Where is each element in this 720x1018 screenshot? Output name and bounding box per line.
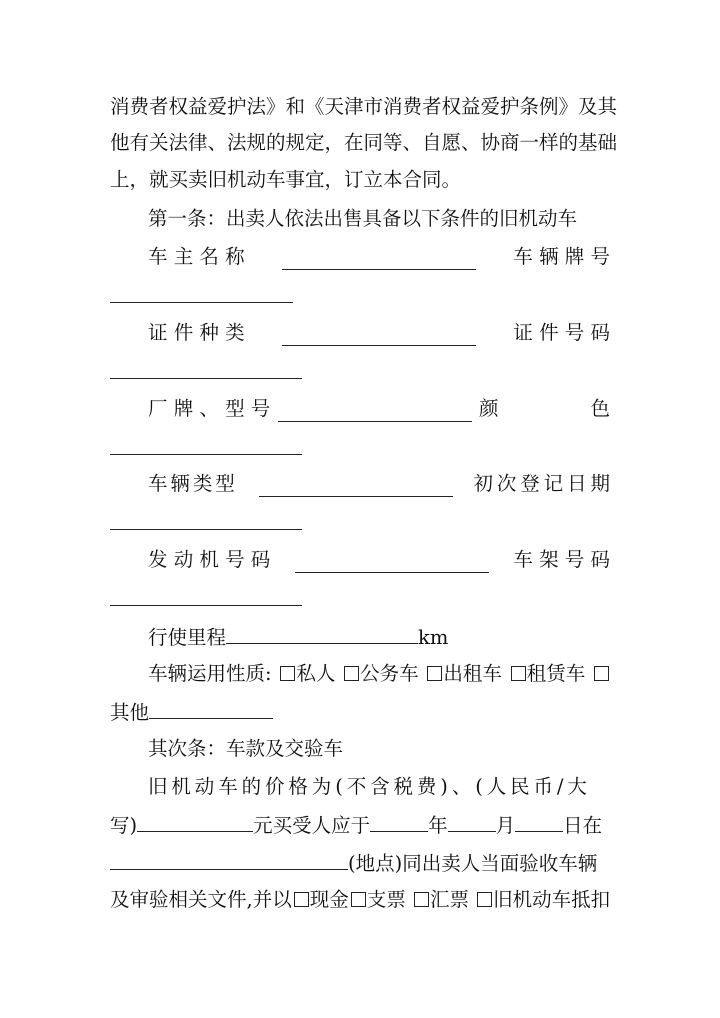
- brand-color-row: [148, 396, 653, 422]
- cheque-checkbox[interactable]: [351, 892, 366, 907]
- brand-model-field[interactable]: [278, 401, 472, 422]
- tradein-label: 旧机动车抵扣: [493, 888, 611, 911]
- cert-type-label: 证 件 种 类: [148, 321, 245, 344]
- mileage-field[interactable]: [226, 623, 418, 644]
- engine-frame-row: [148, 547, 610, 573]
- cheque-label: 支票: [366, 888, 406, 911]
- color-row: [110, 434, 610, 462]
- first-reg-date-label: 初次登记日期: [473, 472, 614, 495]
- first-reg-date-field[interactable]: [110, 509, 302, 530]
- usage-other-row: [110, 698, 610, 726]
- intro-line-1: 消费者权益爱护法》和《天津市消费者权益爱护条例》及其: [110, 95, 618, 118]
- plate-no-field[interactable]: [110, 282, 293, 303]
- frame-no-row: [110, 585, 610, 613]
- owner-plate-row: [148, 244, 610, 270]
- day-at-label: 日在: [563, 814, 603, 837]
- mileage-unit: km: [418, 626, 449, 649]
- intro-line-3: 上，就买卖旧机动车事宜，订立本合同。: [110, 168, 462, 191]
- frame-no-field[interactable]: [110, 585, 302, 606]
- place-text: (地点)同出卖人当面验收车辆: [348, 852, 598, 875]
- private-checkbox[interactable]: [280, 666, 295, 681]
- price-line-2: [110, 811, 610, 839]
- frame-no-label: 车 架 号 码: [513, 548, 610, 571]
- year-field[interactable]: [370, 811, 428, 832]
- owner-name-field[interactable]: [282, 249, 476, 270]
- owner-name-label: 车 主 名 称: [148, 245, 245, 268]
- month-field[interactable]: [448, 811, 496, 832]
- mileage-row: [148, 623, 610, 651]
- yuan-text: 元买受人应于: [253, 814, 371, 837]
- color-field[interactable]: [110, 434, 302, 455]
- taxi-checkbox[interactable]: [427, 666, 442, 681]
- price-write-label: 写): [110, 814, 138, 837]
- cert-row: [148, 320, 610, 346]
- place-field[interactable]: [110, 849, 348, 870]
- price-line-4: [110, 887, 610, 913]
- plate-no-row: [110, 282, 610, 310]
- private-label: 私人: [296, 662, 336, 685]
- price-line-1: 旧机动车的价格为(不含税费)、(人民币/大: [148, 775, 591, 798]
- verify-text: 及审验相关文件,并以: [110, 888, 292, 911]
- cert-type-field[interactable]: [282, 325, 476, 346]
- rental-checkbox[interactable]: [511, 666, 526, 681]
- cash-label: 现金: [309, 888, 349, 911]
- engine-no-field[interactable]: [295, 552, 489, 573]
- cash-checkbox[interactable]: [294, 892, 309, 907]
- brand-model-label: 厂 牌 、 型 号: [148, 397, 271, 420]
- mileage-label: 行使里程: [148, 626, 227, 649]
- price-amount-field[interactable]: [137, 811, 253, 832]
- vehicle-type-label: 车辆类型: [148, 472, 238, 495]
- article-2-title: 其次条：车款及交验车: [148, 737, 344, 760]
- price-line-3: [110, 849, 610, 877]
- tradein-checkbox[interactable]: [477, 892, 492, 907]
- official-label: 公务车: [360, 662, 419, 685]
- type-date-row: [148, 471, 614, 497]
- usage-label: 车辆运用性质:: [148, 662, 272, 685]
- month-label: 月: [495, 814, 516, 837]
- taxi-label: 出租车: [443, 662, 502, 685]
- cert-no-field[interactable]: [110, 358, 302, 379]
- article-1-title: 第一条：出卖人依法出售具备以下条件的旧机动车: [148, 207, 578, 230]
- day-field[interactable]: [515, 811, 563, 832]
- plate-no-label: 车 辆 牌 号: [513, 245, 610, 268]
- other-label: 其他: [110, 701, 150, 724]
- vehicle-type-field[interactable]: [259, 476, 453, 497]
- cert-no-row: [110, 358, 610, 386]
- cert-no-label: 证 件 号 码: [513, 321, 610, 344]
- draft-label: 汇票: [429, 888, 469, 911]
- official-checkbox[interactable]: [344, 666, 359, 681]
- color-label: 颜 色: [478, 397, 653, 420]
- engine-no-label: 发 动 机 号 码: [148, 548, 271, 571]
- usage-row: [148, 661, 610, 687]
- year-label: 年: [428, 814, 448, 837]
- rental-label: 租赁车: [526, 662, 586, 685]
- other-checkbox[interactable]: [594, 666, 609, 681]
- draft-checkbox[interactable]: [414, 892, 429, 907]
- first-reg-date-row: [110, 509, 610, 537]
- intro-line-2: 他有关法律、法规的规定，在同等、自愿、协商一样的基础: [110, 131, 618, 154]
- other-field[interactable]: [149, 698, 273, 719]
